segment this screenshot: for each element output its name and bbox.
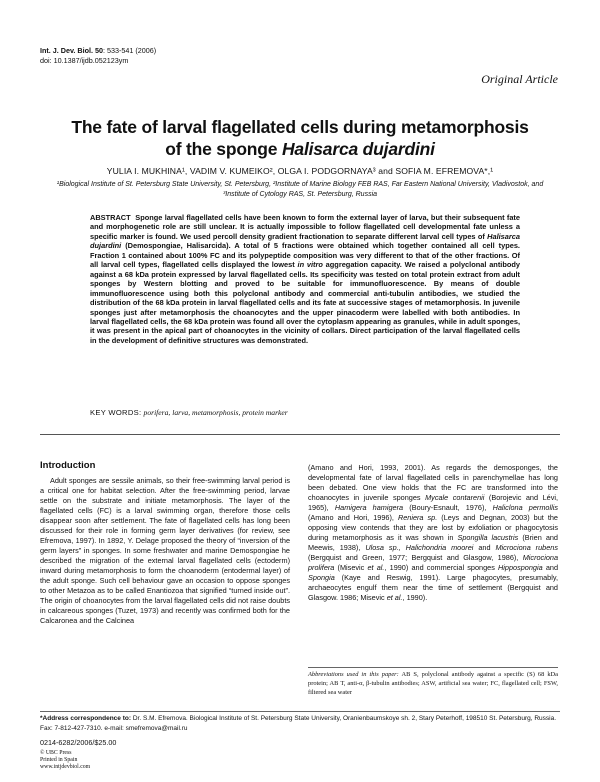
article-title xyxy=(30,116,570,160)
species-name: Ulosa sp., Halichondria moorei xyxy=(365,543,474,552)
article-type: Original Article xyxy=(481,72,558,86)
species-name: Reniera sp. xyxy=(397,513,438,522)
affiliations: ¹Biological Institute of St. Petersburg State University, St. Petersburg, ²Institute of Marine Biology FEB RAS, Far Eastern National University, Vladivostok, and ³Institute of Cytology RAS, St. Petersburg, Russia xyxy=(56,181,544,198)
abbreviations-label: Abbreviations used in this paper: xyxy=(308,671,399,678)
text-run: and xyxy=(542,563,559,572)
species-name: Microciona prolifera xyxy=(308,553,558,572)
section-divider xyxy=(40,434,560,435)
abstract-label: ABSTRACT xyxy=(90,213,131,222)
journal-url[interactable]: www.intjdevbiol.com xyxy=(40,764,91,770)
species-name: et al. xyxy=(386,593,403,602)
species-name: Spongilla lacustris xyxy=(457,533,519,542)
journal-pages: : 533-541 (2006) xyxy=(102,46,157,55)
text-run: (Bergquist and Green, 1977; Bergquist and Glasgow, 1986), xyxy=(308,553,523,562)
species-name: et al. xyxy=(367,563,385,572)
abstract-text-1: Sponge larval flagellated cells have been known to form the external layer of larva, but their subsequent fate and morphogenetic role are still unclear. It is actually impossible to follow flagellated cell developmental fate unless a specific marker is found. We used percoll density gradient fractionation to separate different larval cell types of xyxy=(90,213,520,241)
keywords-list: porifera, larva, metamorphosis, protein marker xyxy=(143,408,288,417)
title-line-1: The fate of larval flagellated cells during metamorphosis xyxy=(71,117,529,137)
abbreviations-text: AB S, polyclonal antibody against a specific (S) 68 kDa protein; AB T, anti-α, β-tubulin antibodies; ASW, artificial sea water; FC, flagellated cell; FSW, filtered sea water xyxy=(308,671,559,696)
species-name: Spongia xyxy=(308,573,335,582)
species-name: Haliclona permollis xyxy=(492,503,558,512)
abstract-text-2: (Demospongiae, Halisarcida). A total of 5 fractions were obtained which together contained all cell types. Fraction 1 contained about 100% FC and its polypeptide composition was very different to that of the other fractions. Of all larval cell types, flagellated cells displayed the lowest xyxy=(90,241,520,270)
title-species: Halisarca dujardini xyxy=(281,139,435,159)
introduction-column-2 xyxy=(308,463,558,603)
keywords-label: KEY WORDS: xyxy=(90,408,142,417)
title-line-2 xyxy=(30,138,570,160)
species-name: Hippospongia xyxy=(498,563,543,572)
publisher-press: © UBC Press xyxy=(40,750,72,756)
doi[interactable]: doi: 10.1387/ijdb.052123ym xyxy=(40,56,129,65)
species-name: Hamigera hamigera xyxy=(334,503,404,512)
introduction-column-1: Adult sponges are sessile animals, so their free-swimming larval period is a critical one for habitat selection. After the free-swimming period, larvae settle on the substrate and initiate metamorphosis. The layer of the flagellated cells (FC) is a larval swimming organ, therefore those cells disappear soon after settlement. The fate of flagellated cells has long been discussed for their role in forming germ layer derivatives (for review, see Efremova, 1997). In 1892, Y. Delage proposed the theory of “inversion of the germ layers” in sponges. In some freshwater and marine Demospongiae he described the migration of the external larval flagellated cells (ectoderm) inward during metamorphosis to form the choanoderm (entodermal layer) of the adult sponge. Such cell behaviour gave an occasion to oppose sponges to other Metazoa as to be called Enantiozoa that signified “turned inside out”. The origin of choanocytes from the larval flagellated cells did not raise doubts in calcareous sponges (Tuzet, 1973) and recently was confirmed both for the Calcaronea and the Calcinea xyxy=(40,476,290,625)
journal-abbrev: Int. J. Dev. Biol. 50 xyxy=(40,46,103,55)
title-line-2-prefix: of the sponge xyxy=(165,139,282,159)
abstract xyxy=(90,213,520,345)
species-name: Microciona rubens xyxy=(495,543,558,552)
text-run: and xyxy=(473,543,496,552)
text-run: (Amano and Hori, 1993, 2001). As regards the demosponges, the developmental fate of larval flagellated cells in parenchymellae has long been debated. One view holds that the FC are transformed into the choanocytes in juvenile sponges xyxy=(308,463,558,502)
publisher-info xyxy=(40,750,90,771)
species-name: Mycale contarenii xyxy=(425,493,485,502)
text-run: (Boury-Esnault, 1976), xyxy=(403,503,493,512)
correspondence-divider xyxy=(40,711,560,712)
abbreviations xyxy=(308,670,558,697)
text-run: (Leys and Degnan, 2003) but the opposing view contends that they are lost by exfoliation or phagocytosis during metamorphosis as it was shown in xyxy=(308,513,558,542)
keywords xyxy=(90,408,530,417)
text-run: (Misevic xyxy=(334,563,368,572)
introduction-heading: Introduction xyxy=(40,460,96,471)
correspondence xyxy=(40,714,560,733)
text-run: (Borojevic and Lévi, 1965), xyxy=(308,493,558,512)
text-run: (Brien and Meewis, 1938), xyxy=(308,533,558,552)
issn: 0214-6282/2006/$25.00 xyxy=(40,738,117,747)
abstract-species: Halisarca dujardini xyxy=(90,231,520,251)
correspondence-text: Dr. S.M. Efremova. Biological Institute of St. Petersburg State University, Oranienbaumskoye sh. 2, Stary Peterhoff, 198510 St. Petersburg, Russia. Fax: 7-812-427-7310. e-mail: smefremova@mail.ru xyxy=(40,715,557,732)
text-run: , 1990). xyxy=(402,593,428,602)
abstract-text-3: aggregation capacity. We raised a polyclonal antibody against a 68 kDa protein expressed by larval flagellated cells. Its specificity was tested on total protein extract from adult sponges by Western blotting and proved to be suitable for immunofluorescence. By means of double immunofluorescence using both this polyclonal antibody and commercial anti-tubulin antibodies, we studied the distribution of the 68 kDa protein in larval flagellated cells and its fate at successive stages of metamorphosis. In juvenile sponges just after metamorphosis the choanocytes and the upper pinacoderm were labelled with both antibodies. In larval flagellated cells, the 68 kDa protein was found all over the cytoplasm appearing as granules, while in adult sponges, it was present in the apical part of choanocytes in the vicinity of collars. Direct participation of the larval flagellated cells in the development of definitive structures was demonstrated. xyxy=(90,260,520,345)
text-run: (Amano and Hori, 1996), xyxy=(308,513,398,522)
authors: YULIA I. MUKHINA¹, VADIM V. KUMEIKO², OLGA I. PODGORNAYA³ and SOFIA M. EFREMOVA*,¹ xyxy=(106,166,494,176)
journal-header xyxy=(40,46,156,66)
publisher-printed: Printed in Spain xyxy=(40,757,78,763)
text-run: (Kaye and Reswig, 1991). Large phagocytes, presumably, archaeocytes engulf them near the time of settlement (Bergquist and Glasgow. 1986; Misevic xyxy=(308,573,558,602)
correspondence-label: *Address correspondence to: xyxy=(40,715,132,722)
abbreviations-divider xyxy=(308,667,558,668)
abstract-in-vitro: in vitro xyxy=(297,260,323,270)
text-run: , 1990) and commercial sponges xyxy=(384,563,499,572)
